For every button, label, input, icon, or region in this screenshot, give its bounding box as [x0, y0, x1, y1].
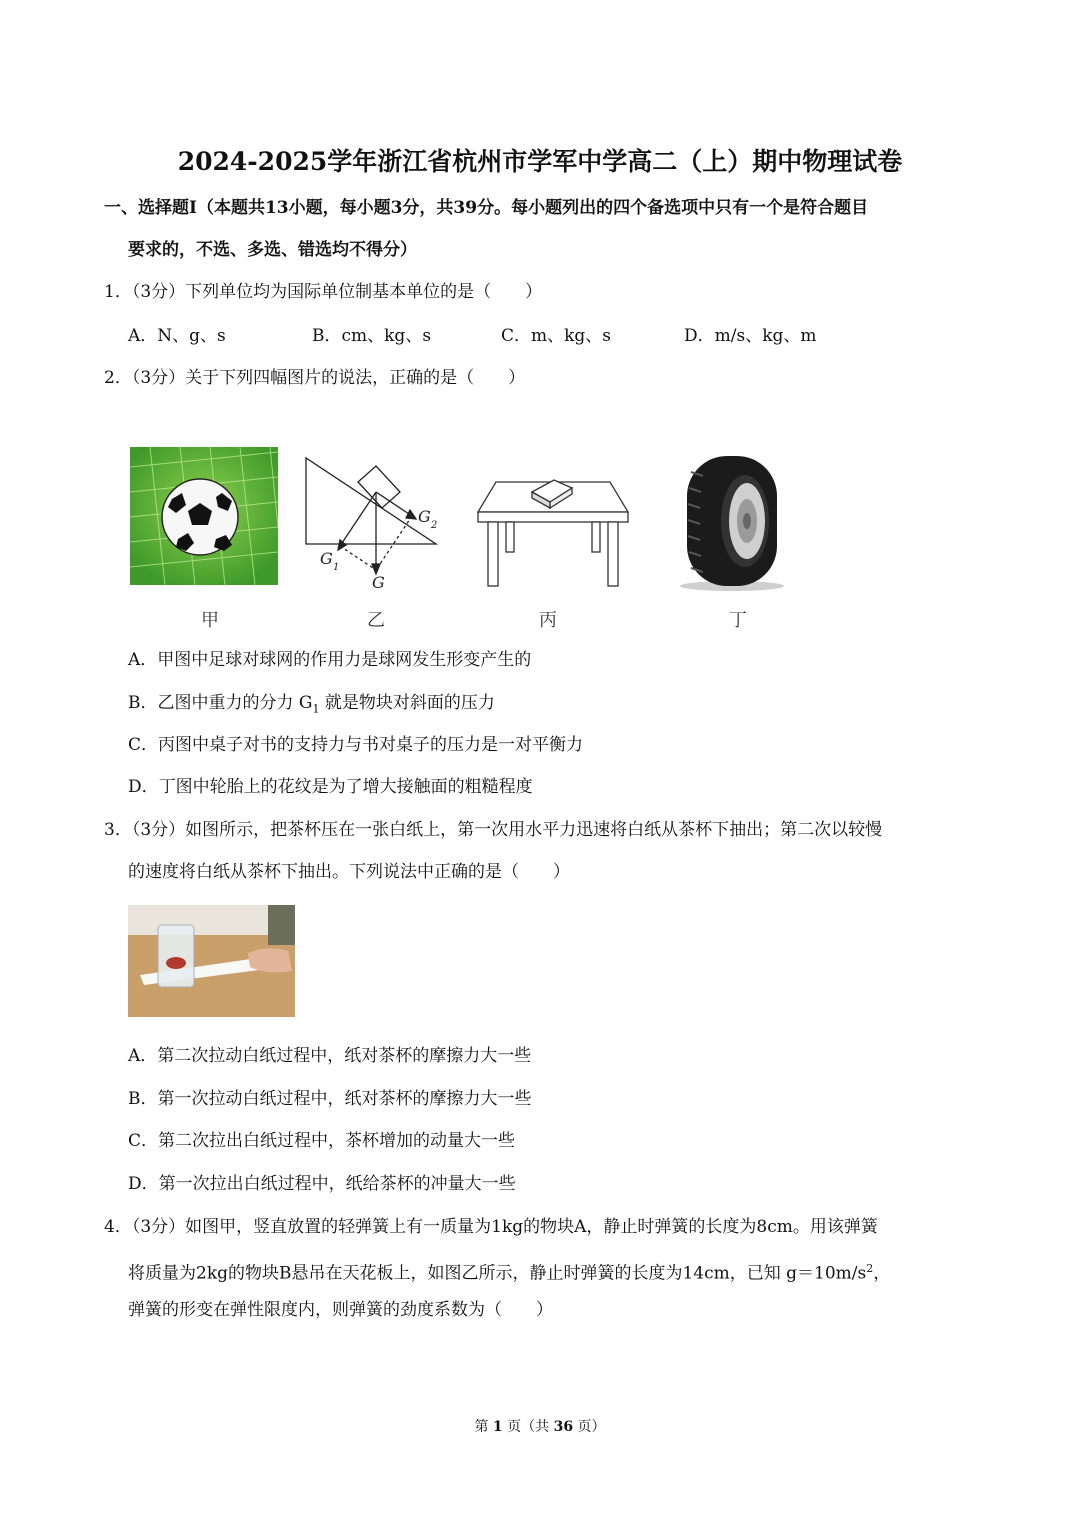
caption-yi: 乙 [367, 610, 385, 631]
question-3-option-d: D．第一次拉出白纸过程中，纸给茶杯的冲量大一些 [128, 1174, 516, 1194]
label-g2: G [418, 507, 431, 526]
question-3-option-a: A．第二次拉动白纸过程中，纸对茶杯的摩擦力大一些 [128, 1046, 532, 1066]
option-b-prefix: B．乙图中重力的分力 G [128, 693, 313, 713]
question-1-option-d: D．m/s、kg、m [684, 326, 817, 346]
page-title: 2024-2025学年浙江省杭州市学军中学高二（上）期中物理试卷 [177, 147, 903, 176]
label-g: G [372, 573, 385, 592]
caption-bing: 丙 [539, 610, 557, 631]
q4-line2-superscript: 2 [866, 1262, 874, 1275]
option-b-suffix: 就是物块对斜面的压力 [319, 693, 495, 713]
question-2-option-c: C．丙图中桌子对书的支持力与书对桌子的压力是一对平衡力 [128, 735, 584, 755]
question-2-option-d: D．丁图中轮胎上的花纹是为了增大接触面的粗糙程度 [128, 777, 533, 797]
label-g1-sub: 1 [333, 562, 340, 573]
label-g1: G [320, 549, 333, 568]
section-heading-line2: 要求的，不选、多选、错选均不得分） [128, 240, 417, 260]
q4-line2-suffix: ， [873, 1263, 891, 1284]
question-3-option-b: B．第一次拉动白纸过程中，纸对茶杯的摩擦力大一些 [128, 1089, 532, 1109]
figure-soccer-net [130, 447, 278, 585]
figure-incline-forces [300, 452, 445, 594]
question-4-stem-line3: 弹簧的形变在弹性限度内，则弹簧的劲度系数为（ ） [128, 1300, 553, 1320]
question-3-stem-line2: 的速度将白纸从茶杯下抽出。下列说法中正确的是（ ） [128, 862, 570, 882]
question-1-option-a: A．N、g、s [128, 326, 226, 346]
footer-prefix: 第 [474, 1419, 489, 1435]
q4-line2-prefix: 将质量为2kg的物块B悬吊在天花板上，如图乙所示，静止时弹簧的长度为14cm，已知 g＝10m/s [128, 1263, 867, 1284]
question-1-stem: 1．（3分）下列单位均为国际单位制基本单位的是（ ） [104, 282, 543, 302]
question-2-option-a: A．甲图中足球对球网的作用力是球网发生形变产生的 [128, 650, 532, 670]
section-heading-line1: 一、选择题I（本题共13小题，每小题3分，共39分。每小题列出的四个备选项中只有一个是符合题目 [104, 198, 869, 218]
figure-cup-paper [128, 905, 295, 1017]
question-1-option-b: B．cm、kg、s [312, 326, 432, 346]
question-4-stem-line1: 4．（3分）如图甲，竖直放置的轻弹簧上有一质量为1kg的物块A，静止时弹簧的长度为8cm。用该弹簧 [104, 1217, 878, 1237]
question-2-stem: 2．（3分）关于下列四幅图片的说法，正确的是（ ） [104, 368, 526, 388]
question-3-stem-line1: 3．（3分）如图所示，把茶杯压在一张白纸上，第一次用水平力迅速将白纸从茶杯下抽出；第二次以较慢 [104, 820, 883, 840]
footer-page-number: 1 [492, 1419, 503, 1435]
caption-jia: 甲 [201, 610, 219, 631]
figure-table-book [472, 472, 634, 590]
question-3-option-c: C．第二次拉出白纸过程中，茶杯增加的动量大一些 [128, 1131, 516, 1151]
question-1-option-c: C．m、kg、s [501, 326, 612, 346]
question-2-option-b [128, 691, 495, 721]
option-b-subscript: 1 [312, 702, 320, 716]
footer-suffix: 页） [577, 1419, 606, 1435]
figure-tire [675, 452, 790, 592]
page-footer [0, 1416, 1080, 1436]
caption-ding: 丁 [729, 610, 747, 631]
footer-total-pages: 36 [553, 1419, 574, 1435]
question-4-stem-line2 [128, 1257, 890, 1286]
footer-middle: 页（共 [507, 1419, 550, 1435]
label-g2-sub: 2 [431, 520, 438, 531]
